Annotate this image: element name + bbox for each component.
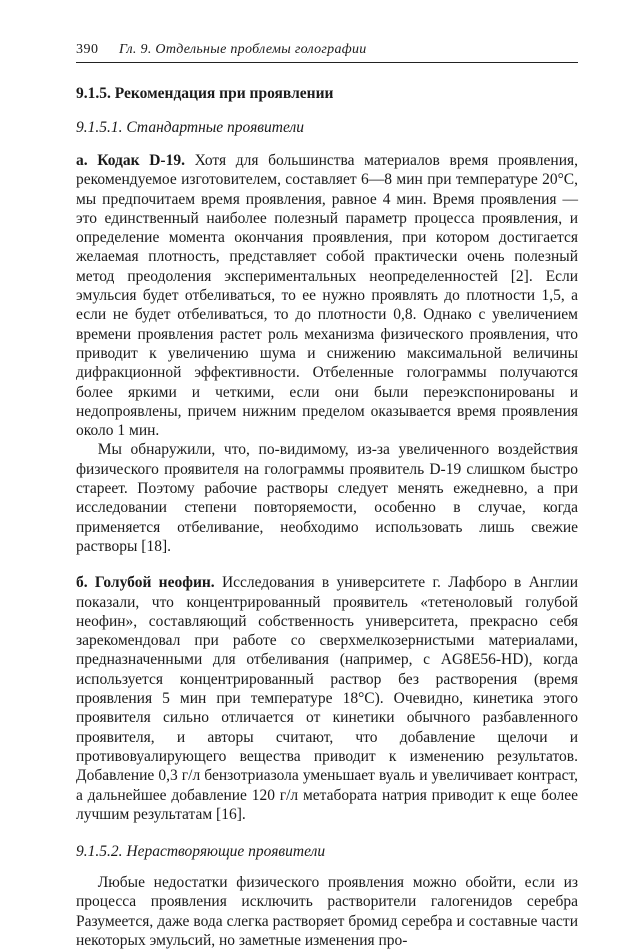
page-number: 390: [76, 42, 99, 57]
section-title: 9.1.5. Рекомендация при проявлении: [76, 85, 334, 102]
page-header: [76, 38, 578, 62]
subsection-title-standard-developers: 9.1.5.1. Стандартные проявители: [76, 119, 304, 136]
paragraph-body-physical: Любые недостатки физического проявления можно обойти, если из процесса проявления исключить растворители галогенидов серебра Разумеется, даже вода слегка растворяет бромид серебра и составные части некоторых эмульсий, но заметные изменения про-: [76, 874, 578, 949]
paragraph-body-aging: Мы обнаружили, что, по-видимому, из-за увеличенного воздействия физического проявителя на голограммы проявитель D-19 слишком быстро стареет. Поэтому рабочие растворы следует менять ежедневно, а при исследовании степени повторяемости, особенно в случае, когда применяется отбеливание, необходимо использовать лишь свежие растворы [18].: [76, 441, 578, 555]
paragraph-blue-neofin: [76, 573, 578, 824]
paragraph-body-neofin: Исследования в университете г. Лафборо в Англии показали, что концентрированный проявитель «тетеноловый голубой неофин», составляющий собственность университета, прекрасно себя зарекомендовал при работе со сверхмелкозернистыми материалами, предназначенными для отбеливания (например, с AG8E56-HD), когда используется концентрированный раствор без растворения (время проявления 5 мин при температуре 18°С). Очевидно, кинетика этого проявителя сильно отличается от кинетики обычного разбавленного проявителя, и авторы считают, что добавление щелочи и противовуалирующего вещества приводит к изменению результатов. Добавление 0,3 г/л бензотриазола уменьшает вуаль и увеличивает контраст, а дальнейшее добавление 120 г/л метабората натрия приводит к еще более лучшим результатам [16].: [76, 574, 578, 823]
paragraph-body-kodak: Хотя для большинства материалов время проявления, рекомендуемое изготовителем, составляет 6—8 мин при температуре 20°С, мы предпочитаем время проявления, равное 4 мин. Время проявления — это единственный наиболее полезный параметр процесса проявления, и определение момента окончания проявления, при котором достигается желаемая плотность, представляет собой практически очень полезный метод преодоления экспериментальных неопределенностей [2]. Если эмульсия будет отбеливаться, то ее нужно проявлять до плотности 1,5, а если не будет отбеливаться, то до плотности 0,8. Однако с увеличением времени проявления растет роль механизма физического проявления, что приводит к увеличению шума и снижению максимальной величины дифракционной эффективности. Отбеленные голограммы получаются более яркими и четкими, если они были переэкспонированы и недопроявлены, причем нижним пределом оказывается время проявления около 1 мин.: [76, 152, 578, 440]
header-rule: [76, 62, 578, 63]
paragraph-physical-development: [76, 873, 578, 950]
paragraph-aging-developer: [76, 440, 578, 556]
subsection-title-nonsolvent-developers: 9.1.5.2. Нерастворяющие проявители: [76, 843, 326, 861]
paragraph-lead-kodak: а. Кодак D-19.: [76, 152, 185, 169]
running-head: Гл. 9. Отдельные проблемы голографии: [119, 42, 367, 57]
book-page: [76, 38, 578, 950]
paragraph-lead-neofin: б. Голубой неофин.: [76, 574, 215, 592]
paragraph-kodak-d19: [76, 151, 578, 440]
